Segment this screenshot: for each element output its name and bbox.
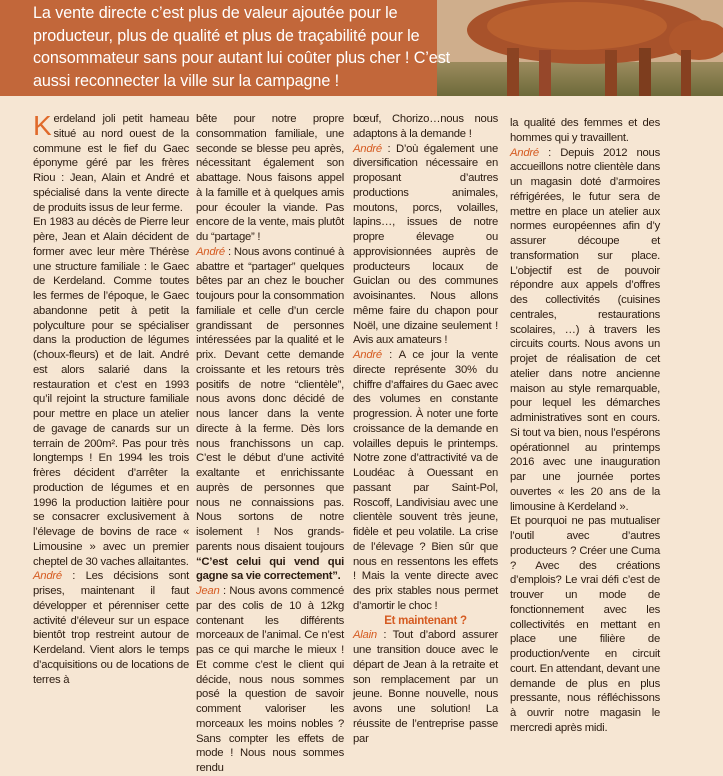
paragraph-text: : Les décisions sont prises, maintenant il faut développer et pérenniser cette activité d’éleveur sur un espace bientôt trop restreint autour de Kerdeland. Vient alors le temps d’acquisitions ou de locations de terres à — [33, 570, 189, 686]
paragraph — [33, 112, 189, 215]
speaker-name: André — [353, 142, 382, 155]
paragraph: En 1983 au décès de Pierre leur père, Jean et Alain décident de former avec leur mère Thérèse une structure familiale : le Gaec de Kerdeland. Comme toutes les fermes de l’époque, le Gaec abandonne petit à petit la polyculture pour se spécialiser dans la production de légumes (choux-fleurs) et de lait. André est alors salarié dans la restauration et c’est en 1993 qu’il rejoint la structure familiale pour mettre en place un atelier de gavage de canards sur un terrain de 200m². Pas pour très longtemps ! En 1994 les trois frères décident d’arrêter la production de légumes et en 1996 la production laitière pour se consacrer exclusivement à l’élevage de bovins de race « Limousine » avec un premier cheptel de 30 vaches allaitantes. — [33, 216, 189, 568]
article-column-4 — [510, 116, 660, 734]
speaker-name: Jean — [196, 585, 220, 597]
speaker-name: André — [510, 146, 539, 159]
paragraph — [196, 584, 344, 776]
paragraph-text: : Depuis 2012 nous accueillons notre clientèle dans un magasin doté d’armoires réfrigérées, le futur sera de mettre en place un atelier aux normes européennes afin d’y assurer découpe et transformation sur place. L’objectif est de pouvoir répondre aux appels d’offres des collectivités (cuisines centrales, restaurations scolaires, …) à travers les circuits courts. Nous avons un projet de réalisation de cet atelier dans notre ancienne maison au style remarquable, pour lequel les démarches administratives sont en cours. Si tout va bien, nous l’espérons opérationnel au printemps 2016 avec une inauguration par une journée portes ouvertes « les 20 ans de la limousine à Kerdeland ». — [510, 146, 660, 513]
limousine-cattle-photo-icon — [437, 0, 723, 96]
article-column-3 — [353, 112, 498, 745]
paragraph-text: : Nous avons continué à abattre et “partager” quelques bêtes par an chez le boucher toujours pour la consommation familiale et celle d’un cercle grandissant de personnes intéressées par la qualité et le prix. Devant cette demande croissante et les retours très positifs de notre “clientèle”, nous avons donc décidé de nous lancer dans la vente directe à la ferme. Dès lors nous franchissons un cap. C’est le début d’une activité exaltante et enrichissante auprès de personnes que nous ne connaissions pas. Nous sortons de notre isolement ! Nos grands-parents nous disaient toujours — [196, 245, 344, 553]
paragraph-text: : Nous avons commencé par des colis de 10 à 12kg contenant les différents morceaux de l’animal. Ce n’est pas ce qui marche le mieux ! Et comme c’est le client qui décide, nous nous sommes posé la question de savoir comment valoriser les morceaux les moins nobles ? Sans compter les effets de mode ! Nous nous sommes rendu — [196, 585, 344, 774]
paragraph-text: : A ce jour la vente directe représente 30% du chiffre d’affaires du Gaec avec des volumes en constante progression. À noter une forte croissance de la demande en volailles depuis le printemps. Notre zone d’attractivité va de Loudéac à Ouessant en passant par Saint-Pol, Roscoff, Landivisiau avec une clientèle souvent très jeune, fidèle et peu volatile. La crise de l’élevage ? Bien sûr que nous en ressentons les effets ! Mais la vente directe avec des prix stables nous permet d’amortir le choc ! — [353, 349, 498, 612]
section-heading: Et maintenant ? — [384, 614, 467, 627]
speaker-name: André — [33, 570, 62, 583]
article-column-1 — [33, 110, 189, 686]
drop-cap: K — [33, 110, 52, 141]
cattle-photo — [437, 0, 723, 96]
highlighted-quote: “C’est celui qui vend qui gagne sa vie correctement”. — [196, 555, 344, 583]
paragraph: Et pourquoi ne pas mutualiser l’outil avec d’autres producteurs ? Créer une Cuma ? Avec des créations d’emplois? Le vrai défi c’est de trouver un mode de fonctionnement avec les collectivités en mettant en place une filière de production/vente en circuit court. En attendant, devant une demande de plus en plus pressante, nous réfléchissons à ouvrir notre magasin le mercredi après midi. — [510, 515, 660, 734]
article-column-2 — [196, 112, 344, 774]
intro-text: La vente directe c’est plus de valeur ajoutée pour le producteur, plus de qualité et plus de traçabilité pour le consommateur sans pour autant lui coûter plus cher ! C’est aussi reconnecter la ville sur la campagne ! — [33, 4, 451, 90]
header-banner — [0, 0, 723, 96]
speaker-name: André — [196, 245, 225, 258]
speaker-name: Alain — [353, 629, 377, 642]
paragraph-text: : Tout d’abord assurer une transition douce avec le départ de Jean à la retraite et son remplacement par un jeune. Bonne nouvelle, nous avons une solution! La réussite de l’entreprise passe par — [353, 629, 498, 745]
paragraph — [33, 569, 189, 687]
paragraph — [196, 245, 344, 584]
paragraph-text: : D’où également une diversification nécessaire en proposant d’autres productions animales, moutons, porcs, volailles, lapins…, issues de notre propre élevage ou approvisionnées auprès de producteurs locaux de Guiclan ou des communes avoisinantes. Nous allons même faire du chapon pour Noël, une dizaine seulement ! Avis aux amateurs ! — [353, 142, 498, 347]
paragraph-text: erdeland joli petit hameau situé au nord ouest de la commune est le fief du Gaec éponyme géré par les frères Riou : Jean, Alain et André et spécialisé dans la vente directe de produits issus de leur ferme. — [33, 113, 189, 214]
article-body — [0, 96, 723, 774]
paragraph: la qualité des femmes et des hommes qui y travaillent. — [510, 117, 660, 144]
paragraph — [353, 628, 498, 746]
paragraph — [353, 348, 498, 614]
paragraph: bête pour notre propre consommation familiale, une seconde se blesse peu après, nécessitant également son abattage. Nous faisons appel à la famille et à quelques amis pour écouler la viande. Pas encore de la vente, mais plutôt du “partage” ! — [196, 113, 344, 243]
speaker-name: André — [353, 349, 382, 361]
paragraph — [510, 146, 660, 515]
paragraph — [353, 142, 498, 349]
paragraph: bœuf, Chorizo…nous nous adaptons à la demande ! — [353, 113, 498, 140]
